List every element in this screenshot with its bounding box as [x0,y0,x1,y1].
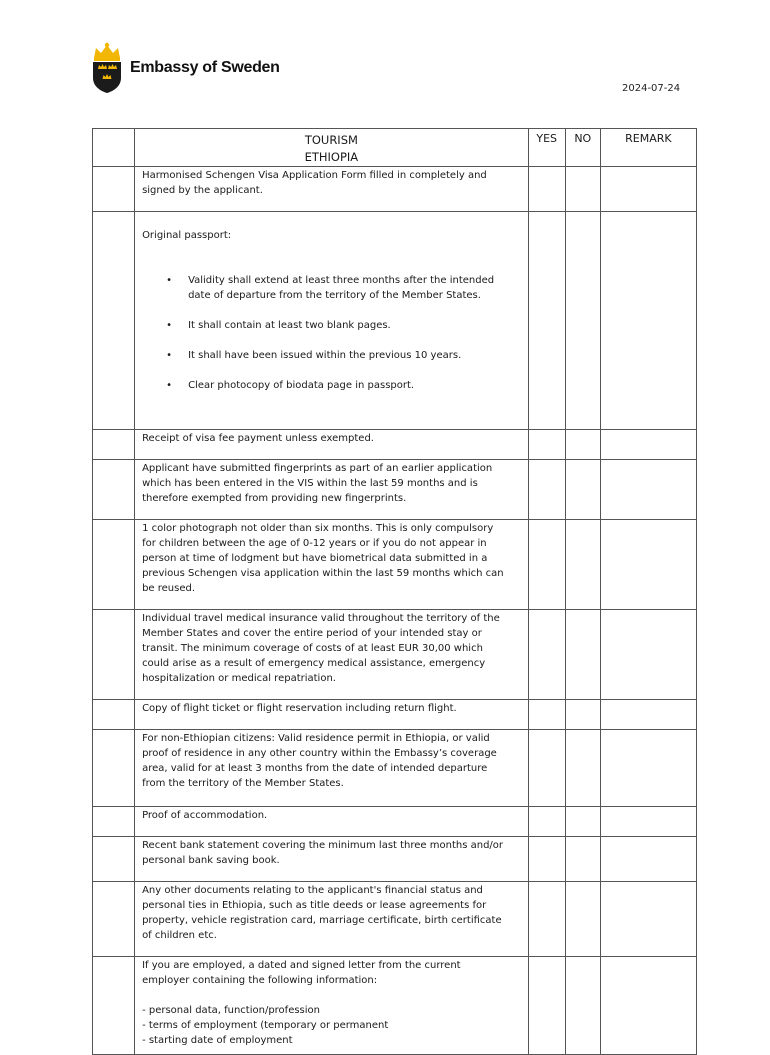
no-checkbox-cell[interactable] [565,730,600,807]
column-remark: REMARK [600,129,696,167]
requirement-text: Individual travel medical insurance valid throughout the territory of the Member States and cover the entire period of your intended stay or transit. The minimum coverage of costs of at least EUR 30,00 which could arise as a result of emergency medical assistance, emergency hospitalization or medical repatriation. [135,610,529,700]
yes-checkbox-cell[interactable] [528,460,565,520]
embassy-name: Embassy of Sweden [130,59,280,76]
list-item: • It shall contain at least two blank pages. [188,318,522,333]
header-row [93,129,697,167]
passport-bullet-list [142,258,522,408]
yes-checkbox-cell[interactable] [528,430,565,460]
table-row [93,882,697,957]
table-row [93,520,697,610]
table-row [93,212,697,430]
row-number-cell [93,807,135,837]
row-number-cell [93,460,135,520]
remark-cell[interactable] [600,882,696,957]
document-date: 2024-07-24 [622,83,681,94]
checklist-table [92,128,697,1055]
table-row [93,167,697,212]
requirement-text: 1 color photograph not older than six months. This is only compulsory for children between the age of 0-12 years or if you do not appear in person at time of lodgment but have biometrical data submitted in a previous Schengen visa application within the last 59 months which can be reused. [135,520,529,610]
list-item: • It shall have been issued within the previous 10 years. [188,348,522,363]
no-checkbox-cell[interactable] [565,957,600,1055]
column-yes: YES [528,129,565,167]
row-number-cell [93,700,135,730]
list-item: • Clear photocopy of biodata page in passport. [188,378,522,393]
column-no: NO [565,129,600,167]
yes-checkbox-cell[interactable] [528,212,565,430]
remark-cell[interactable] [600,700,696,730]
no-checkbox-cell[interactable] [565,807,600,837]
requirement-text: If you are employed, a dated and signed letter from the current employer containing the following information: - personal data, function/profession - terms of employment (temporary or permanent - starting date of employment [135,957,529,1055]
requirement-text: Applicant have submitted fingerprints as part of an earlier application which has been entered in the VIS within the last 59 months and is therefore exempted from providing new fingerprints. [135,460,529,520]
requirement-text: Harmonised Schengen Visa Application Form filled in completely and signed by the applicant. [135,167,529,212]
no-checkbox-cell[interactable] [565,837,600,882]
remark-cell[interactable] [600,520,696,610]
table-row [93,730,697,807]
requirement-text [135,212,529,430]
row-number-cell [93,837,135,882]
requirement-text: Receipt of visa fee payment unless exempted. [135,430,529,460]
requirement-text: For non-Ethiopian citizens: Valid residence permit in Ethiopia, or valid proof of residence in any other country within the Embassy’s coverage area, valid for at least 3 months from the date of intended departure from the territory of the Member States. [135,730,529,807]
table-row [93,460,697,520]
table-row [93,837,697,882]
row-number-cell [93,212,135,430]
yes-checkbox-cell[interactable] [528,882,565,957]
yes-checkbox-cell[interactable] [528,700,565,730]
yes-checkbox-cell[interactable] [528,837,565,882]
no-checkbox-cell[interactable] [565,520,600,610]
row-number-cell [93,730,135,807]
title-line-2: ETHIOPIA [304,150,359,164]
embassy-logo [90,42,290,94]
yes-checkbox-cell[interactable] [528,957,565,1055]
table-row [93,807,697,837]
remark-cell[interactable] [600,730,696,807]
remark-cell[interactable] [600,430,696,460]
title-line-1: TOURISM [304,133,358,147]
yes-checkbox-cell[interactable] [528,167,565,212]
requirement-text: Proof of accommodation. [135,807,529,837]
remark-cell[interactable] [600,807,696,837]
remark-cell[interactable] [600,460,696,520]
yes-checkbox-cell[interactable] [528,730,565,807]
row-number-cell [93,882,135,957]
no-checkbox-cell[interactable] [565,167,600,212]
passport-intro: Original passport: [142,230,232,241]
no-checkbox-cell[interactable] [565,460,600,520]
no-checkbox-cell[interactable] [565,610,600,700]
remark-cell[interactable] [600,957,696,1055]
table-row [93,430,697,460]
swedish-crown-shield-icon [90,42,124,94]
remark-cell[interactable] [600,837,696,882]
yes-checkbox-cell[interactable] [528,807,565,837]
yes-checkbox-cell[interactable] [528,610,565,700]
row-number-cell [93,957,135,1055]
row-number-cell [93,430,135,460]
no-checkbox-cell[interactable] [565,212,600,430]
yes-checkbox-cell[interactable] [528,520,565,610]
table-row [93,610,697,700]
no-checkbox-cell[interactable] [565,700,600,730]
requirement-text: Copy of flight ticket or flight reservation including return flight. [135,700,529,730]
list-item: • Validity shall extend at least three months after the intended date of departure from the territory of the Member States. [188,273,522,303]
remark-cell[interactable] [600,212,696,430]
requirement-text: Recent bank statement covering the minimum last three months and/or personal bank saving book. [135,837,529,882]
table-row [93,700,697,730]
header-blank-cell [93,129,135,167]
remark-cell[interactable] [600,610,696,700]
row-number-cell [93,520,135,610]
remark-cell[interactable] [600,167,696,212]
table-row [93,957,697,1055]
no-checkbox-cell[interactable] [565,882,600,957]
table-title [135,129,529,167]
row-number-cell [93,167,135,212]
row-number-cell [93,610,135,700]
requirement-text: Any other documents relating to the applicant's financial status and personal ties in Ethiopia, such as title deeds or lease agreements for property, vehicle registration card, marriage certificate, birth certificate of children etc. [135,882,529,957]
no-checkbox-cell[interactable] [565,430,600,460]
